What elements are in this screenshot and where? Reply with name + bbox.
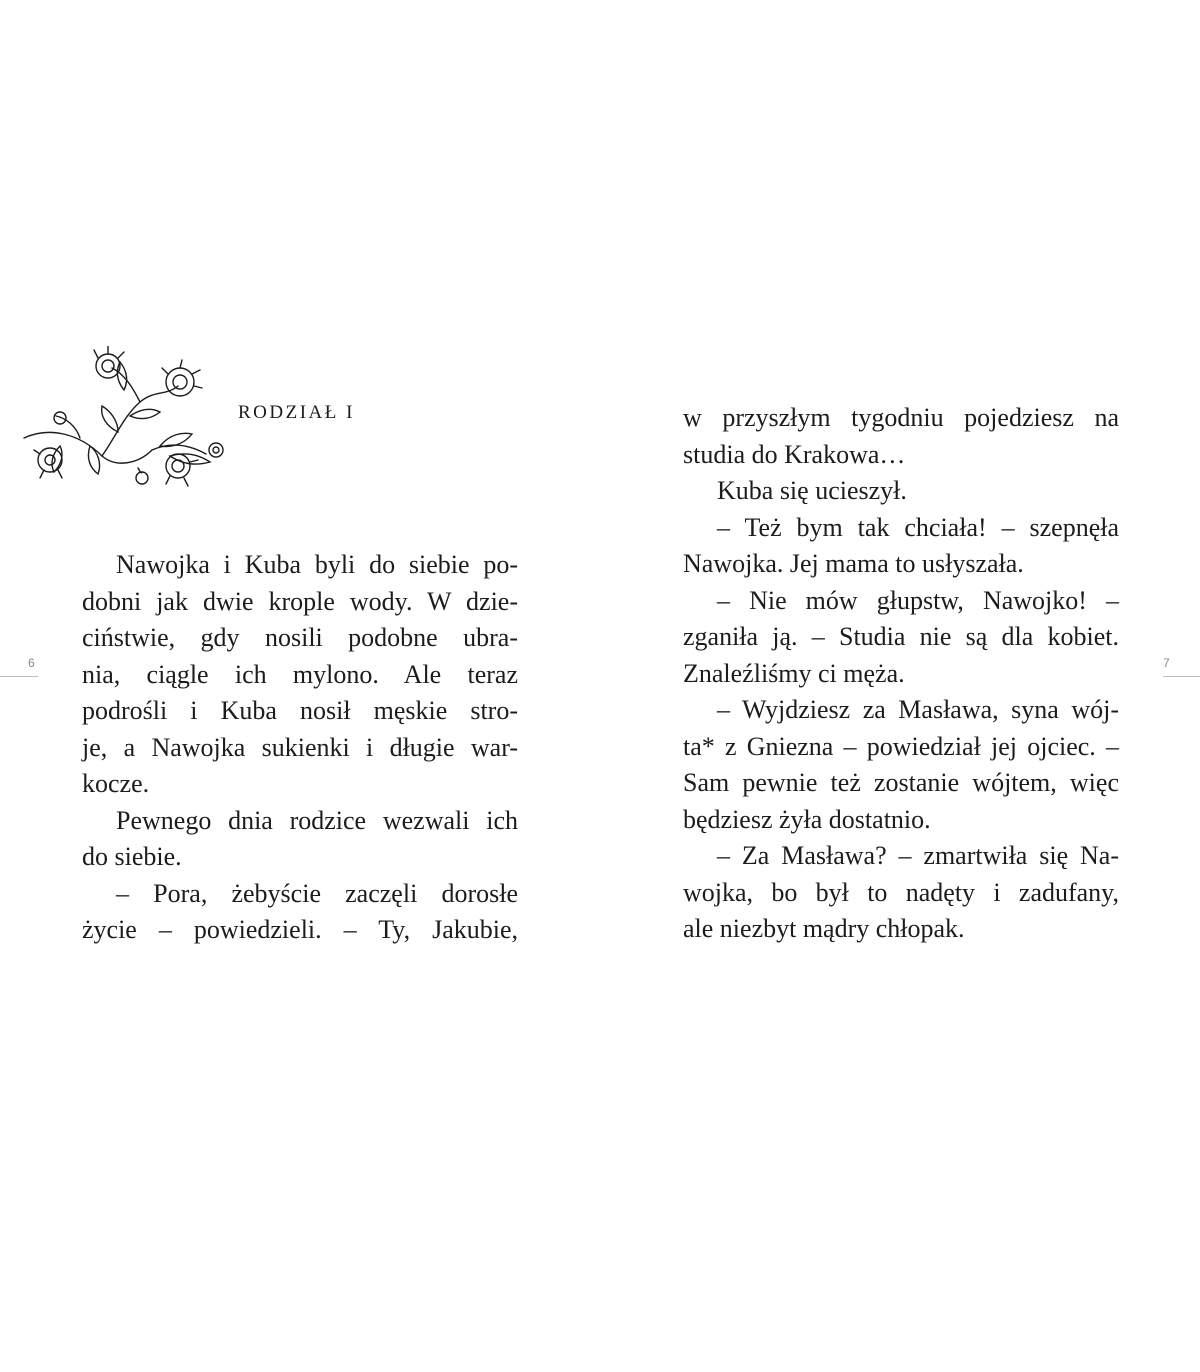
floral-ornament-icon	[20, 346, 232, 494]
text-line: Pewnego dnia rodzice wezwali ich	[116, 805, 518, 835]
chapter-title: RODZIAŁ I	[238, 402, 355, 423]
text-line: – Wyjdziesz za Masława, syna wój-	[717, 695, 1119, 724]
text-line: – Nie mów głupstw, Nawojko! –	[717, 585, 1119, 615]
text-line: – Za Masława? – zmartwiła się Na-	[717, 841, 1119, 870]
text-line: ta* z Gniezna – powiedział jej ojciec. –	[683, 731, 1119, 761]
text-line: dobni jak dwie krople wody. W dzie-	[82, 586, 518, 616]
text-line: wojka, bo był to nadęty i zadufany,	[683, 877, 1119, 907]
text-line: ciństwie, gdy nosili podobne ubra-	[82, 623, 518, 652]
left-page-text	[82, 547, 518, 949]
page-number-left: 6	[28, 656, 35, 670]
text-line: zganiła ją. – Studia nie są dla kobiet.	[683, 622, 1119, 651]
text-line: podrośli i Kuba nosił męskie stro-	[82, 696, 518, 725]
text-line: do siebie.	[82, 842, 182, 871]
text-line: je, a Nawojka sukienki i długie war-	[82, 732, 518, 762]
text-line: – Pora, żebyście zaczęli dorosłe	[116, 878, 518, 908]
page-edge-line-right	[1163, 676, 1200, 677]
text-line: Znaleźliśmy ci męża.	[683, 658, 905, 688]
text-line: nia, ciągle ich mylono. Ale teraz	[82, 659, 518, 689]
text-line: Nawojka. Jej mama to usłyszała.	[683, 549, 1024, 578]
right-page-text	[683, 400, 1119, 948]
text-line: będziesz żyła dostatnio.	[683, 804, 931, 834]
text-line: ale niezbyt mądry chłopak.	[683, 914, 965, 943]
text-line: w przyszłym tygodniu pojedziesz na	[683, 403, 1119, 432]
text-line: Nawojka i Kuba byli do siebie po-	[116, 550, 518, 579]
page-number-right: 7	[1163, 656, 1170, 670]
page-edge-line-left	[0, 676, 38, 677]
text-line: życie – powiedzieli. – Ty, Jakubie,	[82, 915, 518, 944]
text-line: Kuba się ucieszył.	[717, 476, 907, 505]
text-line: studia do Krakowa…	[683, 439, 906, 469]
text-line: kocze.	[82, 769, 150, 798]
text-line: Sam pewnie też zostanie wójtem, więc	[683, 768, 1119, 797]
text-line: – Też bym tak chciała! – szepnęła	[717, 512, 1119, 542]
